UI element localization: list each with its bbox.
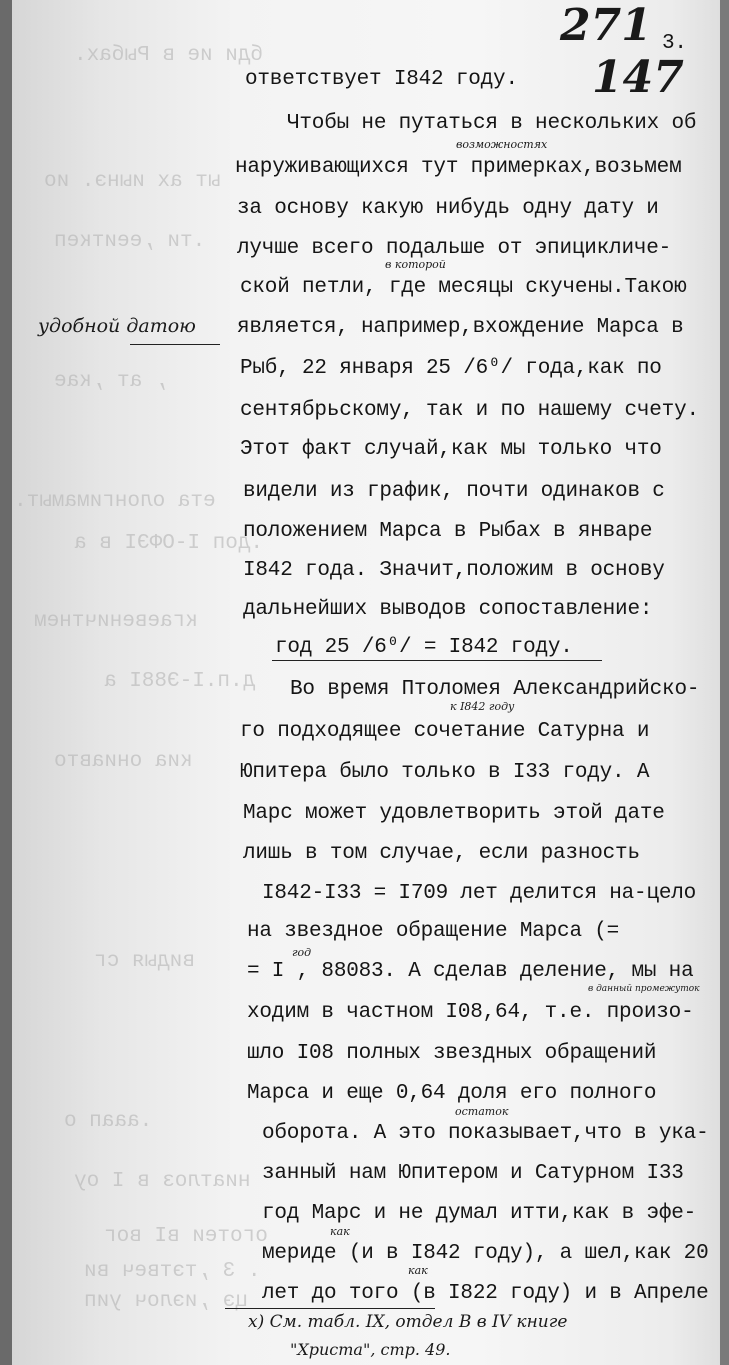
- text-line: лучше всего подальше от эпицикличе-: [237, 237, 672, 260]
- margin-note: удобной датою: [38, 315, 196, 337]
- text-line: Во время Птоломея Александрийско-: [290, 678, 700, 701]
- text-line: ходим в частном I08,64, т.е. произо-: [247, 1001, 694, 1024]
- footnote-separator: [225, 1308, 435, 1309]
- text-line: Этот факт случай,как мы только что: [240, 438, 662, 461]
- text-line: является, например,вхождение Марса в: [237, 316, 684, 339]
- text-line: Чтобы не путаться в нескольких об: [287, 112, 697, 135]
- text-line: ской петли, где месяцы скучены.Такою: [240, 276, 687, 299]
- margin-note-underline: [130, 344, 220, 345]
- text-line: го подходящее сочетание Сатурна и: [240, 720, 650, 743]
- text-line: оборота. А это показывает,что в ука-: [262, 1122, 709, 1145]
- text-line: год Марс и не думал итти,как в эфе-: [262, 1202, 697, 1225]
- text-line: I842-I33 = I709 лет делится на-цело: [262, 882, 697, 905]
- text-line: видели из график, почти одинаков с: [243, 480, 665, 503]
- text-line: Марс может удовлетворить этой дате: [243, 802, 665, 825]
- text-line: шло I08 полных звездных обращений: [247, 1042, 657, 1065]
- text-line: Марса и еще 0,64 доля его полного: [247, 1082, 657, 1105]
- text-line: дальнейших выводов сопоставление:: [243, 598, 653, 621]
- text-line: наруживающихся тут примерках,возьмем: [235, 156, 682, 179]
- annotation-v-dannyy-promezhutok: в данный промежуток: [588, 984, 700, 994]
- text-line: лет до того (в I822 году) и в Апреле: [262, 1282, 709, 1305]
- equation-underline: [272, 660, 602, 661]
- annotation-god: год: [292, 946, 312, 959]
- text-line: за основу какую нибудь одну дату и: [237, 197, 659, 220]
- text-line: на звездное обращение Марса (=: [247, 920, 620, 943]
- archive-number-bottom: 147: [592, 52, 684, 103]
- text-line: Юпитера было только в I33 году. А: [240, 761, 650, 784]
- annotation-kak-1: как: [330, 1225, 350, 1238]
- footnote-line: "Христа", стр. 49.: [290, 1340, 451, 1359]
- text-line: ответствует I842 году.: [245, 68, 518, 91]
- archive-number-top: 271: [560, 0, 652, 51]
- footnote-line: х) См. табл. IX, отдел В в IV книге: [248, 1312, 568, 1332]
- annotation-kak-2: как: [408, 1264, 428, 1277]
- text-line: год 25 /6⁰/ = I842 году.: [275, 636, 573, 659]
- text-line: положением Марса в Рыбах в январе: [243, 520, 653, 543]
- annotation-ostatok: остаток: [455, 1105, 509, 1118]
- text-line: лишь в том случае, если разность: [243, 842, 640, 865]
- text-line: I842 года. Значит,положим в основу: [243, 559, 665, 582]
- annotation-vozmozhnostyakh: возможностях: [456, 138, 548, 151]
- text-line: мериде (и в I842 году), а шел,как 20: [262, 1242, 709, 1265]
- annotation-v-kotoroy: в которой: [385, 258, 446, 271]
- text-line: сентябрьскому, так и по нашему счету.: [240, 399, 699, 422]
- text-line: занный нам Юпитером и Сатурном I33: [262, 1162, 684, 1185]
- bleed-through-text: бди ие в Рыбах. ыт ах иынэ. ио .ти ,ееиткеп , ат ,кае ета олонгимамыт. .доп I-ОФЭI в а кгаевеничтнем д.п.I-Э88I а киа ониавто видыя сг .ааап о ниатлоз в I оу оготеи вI вог . 3 ,тэтвеч ви цэ ,иэлоч уип: [14, 44, 268, 1313]
- annotation-k-1842-godu: к I842 году: [450, 700, 515, 713]
- text-line: = I , 88083. А сделав деление, мы на: [247, 960, 694, 983]
- page-number: 3.: [662, 32, 687, 55]
- text-line: Рыб, 22 января 25 /6⁰/ года,как по: [240, 357, 662, 380]
